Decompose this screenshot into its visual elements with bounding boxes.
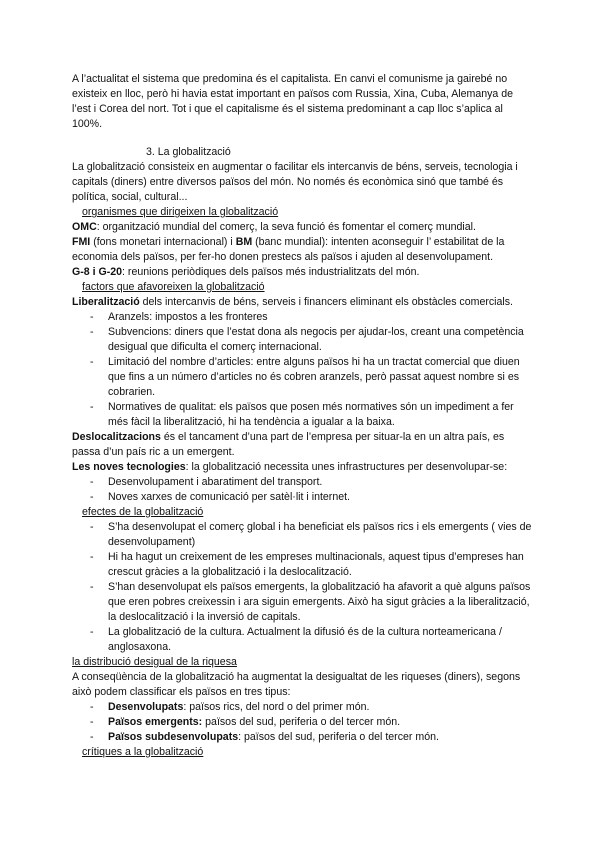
efectes-list — [72, 520, 532, 655]
list-item: - Noves xarxes de comunicació per satèl·lit i internet. — [90, 491, 350, 503]
list-item: - Desenvolupats: països rics, del nord o del primer món. — [90, 701, 370, 713]
distribucio-list — [72, 700, 532, 745]
distribucio-intro: A conseqüència de la globalització ha augmentat la desigualtat de les riqueses (diners), segons això podem classificar els països en tres tipus: — [72, 671, 521, 698]
list-item: - S’ha desenvolupat el comerç global i ha beneficiat els països rics i els emergents ( vies de desenvolupament) — [90, 521, 532, 548]
list-item: - Normatives de qualitat: els països que posen més normatives són un impediment a fer més fàcil la liberalització, hi ha tendència a igualar a la baixa. — [90, 401, 514, 428]
list-item: - Hi ha hagut un creixement de les empreses multinacionals, aquest tipus d’empreses han crescut gràcies a la globalització i la deslocalització. — [90, 551, 524, 578]
list-item: - Països subdesenvolupats: països del sud, periferia o del tercer món. — [90, 731, 439, 743]
intro-text: A l’actualitat el sistema que predomina és el capitalista. En canvi el comunisme ja gairebé no existeix en lloc, però hi havia estat important en països com Russia, Xina, Cuba, Alemanya de l’est i Corea del nort. Tot i que el capitalisme és el sistema predominant a cap lloc s’aplica al 100%. — [72, 73, 514, 130]
list-item: - Aranzels: impostos a les fronteres — [90, 311, 268, 323]
critiques-heading: crítiques a la globalització — [82, 746, 204, 758]
deslocalitzacions-paragraph: Deslocalitzacions és el tancament d’una part de l’empresa per situar-la en un altra país, es passa d’un país ric a un emergent. — [72, 431, 505, 458]
organisme-fmi-bm: FMI (fons monetari internacional) i BM (banc mundial): intenten aconseguir l’ estabilitat de la economia dels països, per fer-ho donen prestecs als països i ajuden al desenvolupament. — [72, 236, 505, 263]
section-globalitzacio — [72, 145, 532, 760]
factors-heading: factors que afavoreixen la globalització — [82, 281, 265, 293]
organismes-heading: organismes que dirigeixen la globalització — [82, 206, 279, 218]
organisme-g8-g20: G-8 i G-20: reunions periòdiques dels països més industrialitzats del món. — [72, 266, 420, 278]
list-item: - Limitació del nombre d’articles: entre alguns països hi ha un tractat comercial que diuen que fins a un número d’articles no és cobren aranzels, però passat aquest nombre si es cobrarien. — [90, 356, 520, 398]
list-item: - La globalització de la cultura. Actualment la difusió és de la cultura norteamericana / anglosaxona. — [90, 626, 502, 653]
liberalitzacio-paragraph: Liberalització dels intercanvis de béns, serveis i financers eliminant els obstàcles comercials. — [72, 296, 514, 308]
intro-paragraph — [72, 72, 532, 132]
list-item: - Desenvolupament i abaratiment del transport. — [90, 476, 323, 488]
liberalitzacio-list — [72, 310, 532, 430]
section-heading: 3. La globalització — [146, 146, 231, 158]
tecnologies-list — [72, 475, 532, 505]
list-item: - Subvencions: diners que l’estat dona als negocis per ajudar-los, creant una competència desigual que dificulta el comerç internacional. — [90, 326, 524, 353]
efectes-heading: efectes de la globalització — [82, 506, 204, 518]
section-intro: La globalització consisteix en augmentar o facilitar els intercanvis de béns, serveis, tecnologia i capitals (diners) entre diversos països del món. No només és econòmica sinó que també és política, social, cultural... — [72, 161, 518, 203]
list-item: - Països emergents: països del sud, periferia o del tercer món. — [90, 716, 401, 728]
organisme-omc: OMC: organització mundial del comerç, la seva funció és fomentar el comerç mundial. — [72, 221, 476, 233]
tecnologies-paragraph: Les noves tecnologies: la globalització necessita unes infrastructures per desenvolupar-se: — [72, 461, 508, 473]
list-item: - S’han desenvolupat els països emergents, la globalització ha afavorit a què alguns països que eren pobres creixessin i ara siguin emergents. Això ha sigut gràcies a la liberalització, la deslocalització i la inversió de capitals. — [90, 581, 531, 623]
distribucio-heading: la distribució desigual de la riquesa — [72, 656, 237, 668]
